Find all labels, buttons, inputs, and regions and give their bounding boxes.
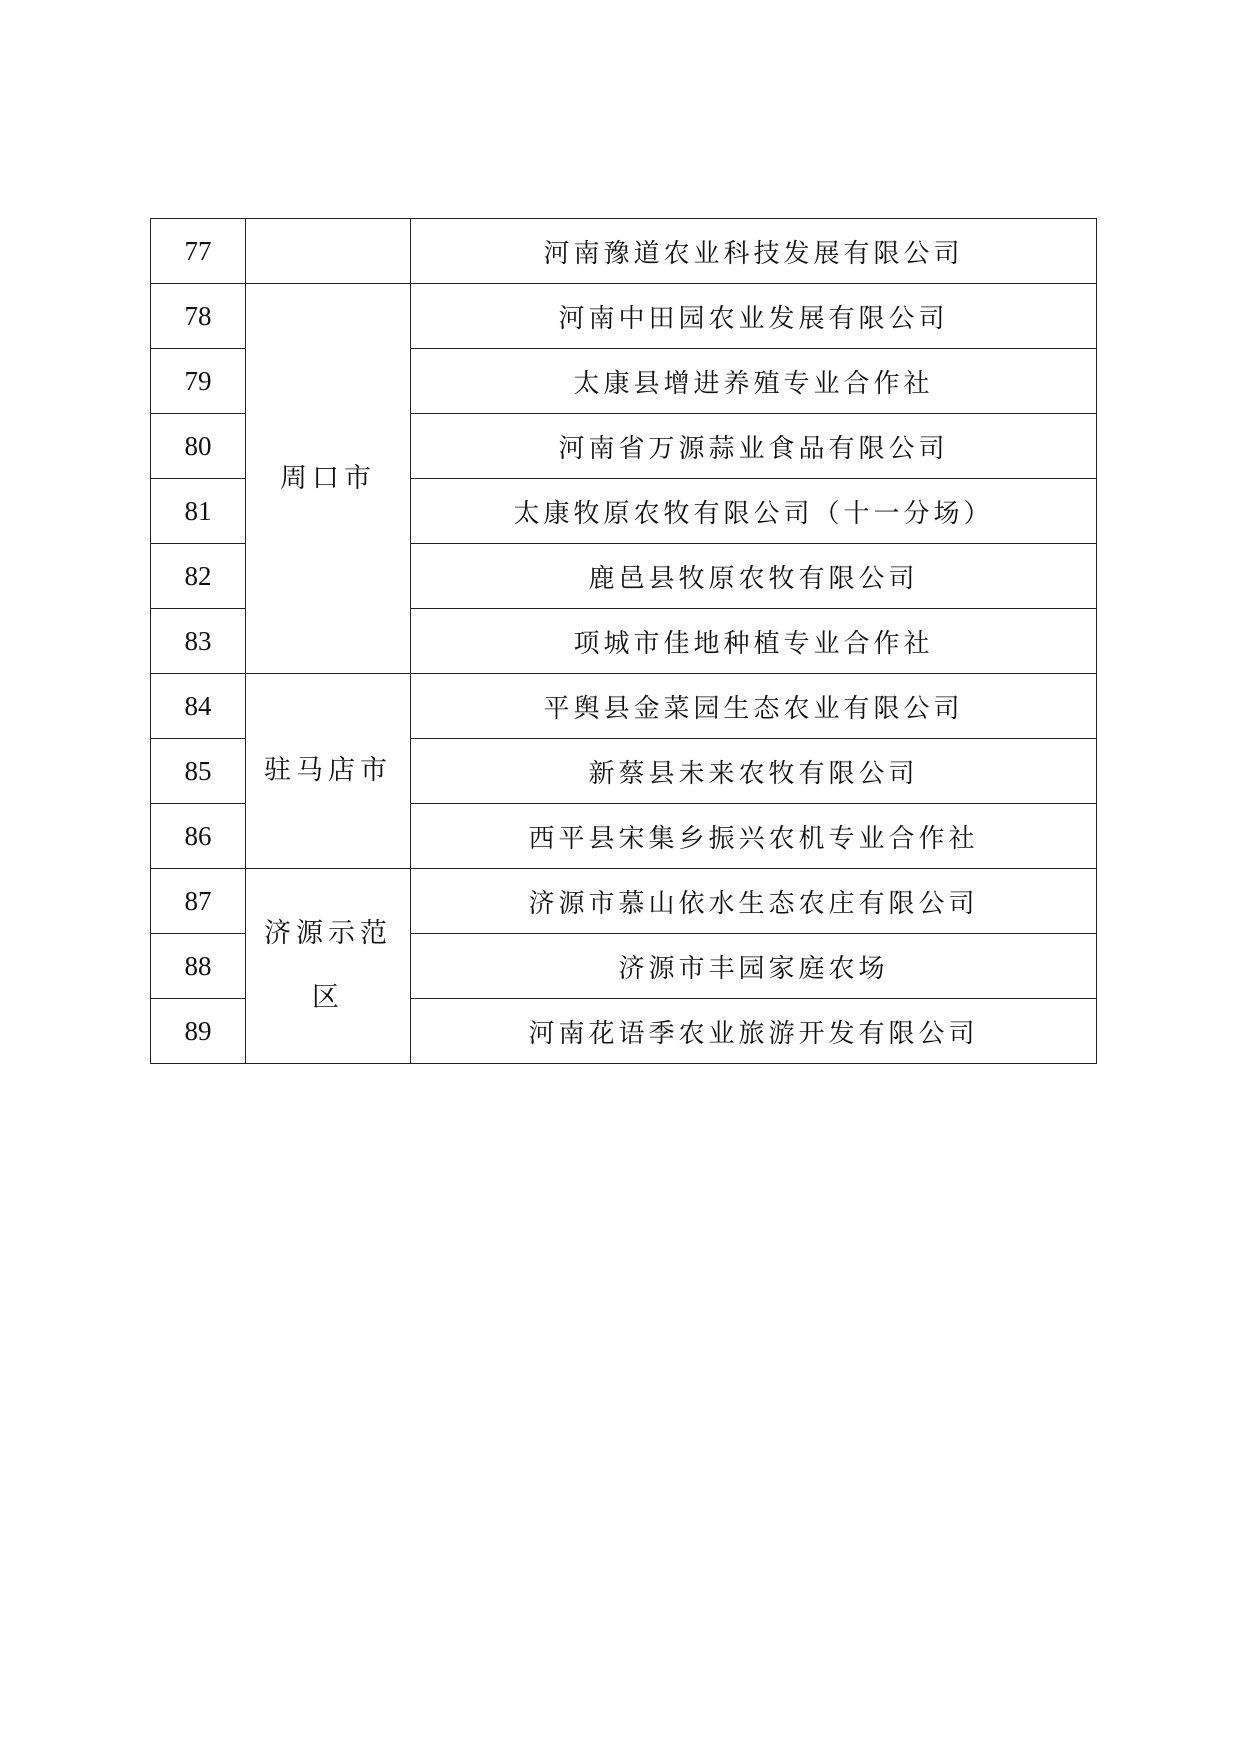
organization-name: 济源市慕山依水生态农庄有限公司 <box>411 869 1097 934</box>
row-number: 80 <box>151 414 246 479</box>
row-number: 86 <box>151 804 246 869</box>
table-row <box>151 219 1097 284</box>
region-cell-zhoukou: 周口市 <box>246 284 411 674</box>
table-row <box>151 674 1097 739</box>
region-cell-zhumadian: 驻马店市 <box>246 674 411 869</box>
row-number: 88 <box>151 934 246 999</box>
row-number: 83 <box>151 609 246 674</box>
region-cell-empty <box>246 219 411 284</box>
organization-name: 河南豫道农业科技发展有限公司 <box>411 219 1097 284</box>
row-number: 87 <box>151 869 246 934</box>
organization-name: 太康县增进养殖专业合作社 <box>411 349 1097 414</box>
row-number: 77 <box>151 219 246 284</box>
organization-name: 鹿邑县牧原农牧有限公司 <box>411 544 1097 609</box>
row-number: 78 <box>151 284 246 349</box>
row-number: 81 <box>151 479 246 544</box>
organization-name: 河南花语季农业旅游开发有限公司 <box>411 999 1097 1064</box>
organization-name: 太康牧原农牧有限公司（十一分场） <box>411 479 1097 544</box>
region-label-jiyuan: 济源示范区 <box>264 918 392 1013</box>
organization-name: 西平县宋集乡振兴农机专业合作社 <box>411 804 1097 869</box>
row-number: 79 <box>151 349 246 414</box>
organization-name: 济源市丰园家庭农场 <box>411 934 1097 999</box>
organization-name: 河南中田园农业发展有限公司 <box>411 284 1097 349</box>
organization-name: 河南省万源蒜业食品有限公司 <box>411 414 1097 479</box>
row-number: 89 <box>151 999 246 1064</box>
organization-name: 项城市佳地种植专业合作社 <box>411 609 1097 674</box>
table-row <box>151 869 1097 934</box>
organization-name: 平舆县金菜园生态农业有限公司 <box>411 674 1097 739</box>
organization-name: 新蔡县未来农牧有限公司 <box>411 739 1097 804</box>
table-row <box>151 284 1097 349</box>
row-number: 84 <box>151 674 246 739</box>
enterprise-list-table <box>150 218 1097 1064</box>
row-number: 82 <box>151 544 246 609</box>
row-number: 85 <box>151 739 246 804</box>
region-cell-jiyuan <box>246 869 411 1064</box>
